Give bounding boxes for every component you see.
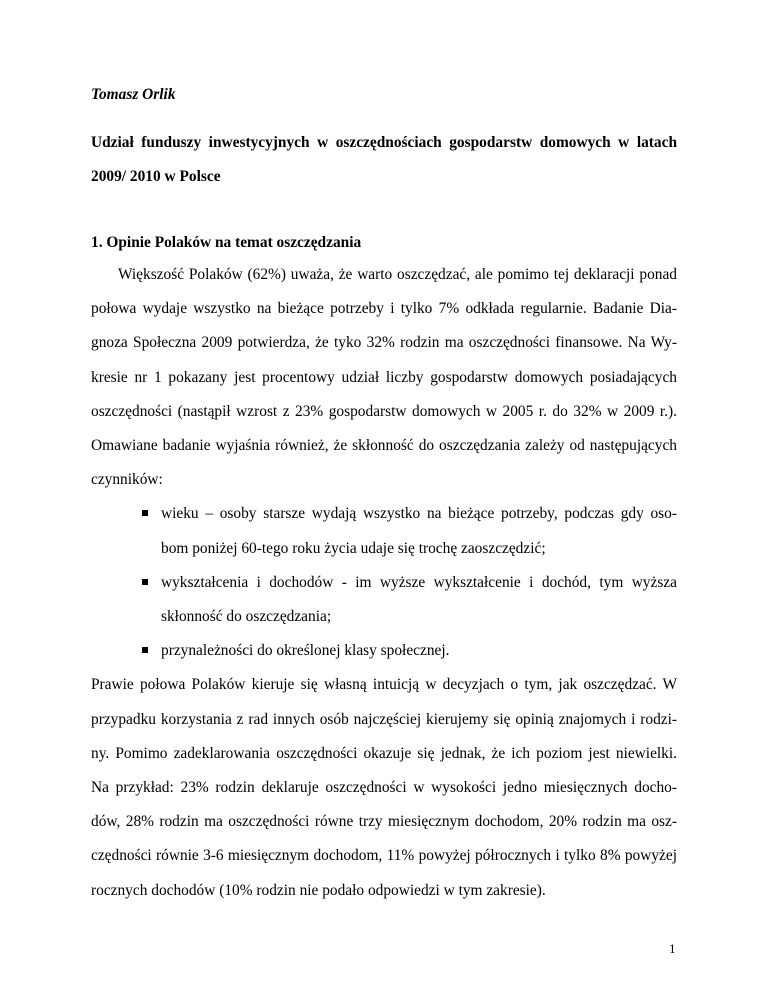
paragraph-line: gnoza Społeczna 2009 potwierdza, że tyko 32% rodzin ma oszczędności finansowe. Na Wy- xyxy=(91,334,677,352)
square-bullet-icon xyxy=(142,647,148,653)
page-number: 1 xyxy=(669,941,676,956)
paragraph-line: rocznych dochodów (10% rodzin nie podało odpowiedzi w tym zakresie). xyxy=(91,881,546,899)
list-item-line: wieku – osoby starsze wydają wszystko na bieżące potrzeby, podczas gdy oso- xyxy=(161,505,677,523)
author-name: Tomasz Orlik xyxy=(91,86,176,103)
paragraph-line: czynników: xyxy=(91,471,163,489)
paragraph-line: Prawie połowa Polaków kieruje się własną intuicją w decyzjach o tym, jak oszczędzać. W xyxy=(91,676,677,694)
section-heading: 1. Opinie Polaków na temat oszczędzania xyxy=(91,234,362,251)
paragraph-1 xyxy=(91,258,677,497)
factor-list xyxy=(91,497,677,668)
list-item xyxy=(91,497,677,565)
square-bullet-icon xyxy=(142,579,148,585)
paragraph-line: kresie nr 1 pokazany jest procentowy udział liczby gospodarstw domowych posiadających xyxy=(91,368,677,386)
paragraph-2 xyxy=(91,668,677,907)
paragraph-line: przypadku korzystania z rad innych osób najczęściej kierujemy się opinią znajomych i rodzi- xyxy=(91,710,677,728)
list-item-line: bom poniżej 60-tego roku życia udaje się trochę zaoszczędzić; xyxy=(161,539,546,557)
paragraph-line: ny. Pomimo zadeklarowania oszczędności okazuje się jednak, że ich poziom jest niewielki. xyxy=(91,744,677,762)
document-body xyxy=(91,258,677,908)
list-item xyxy=(91,634,677,668)
document-title: Udział funduszy inwestycyjnych w oszczędnościach gospodarstw domowych w latach 2009/ 2010 w Polsce xyxy=(91,134,677,185)
list-item-line: skłonność do oszczędzania; xyxy=(161,608,332,626)
paragraph-line: oszczędności (nastąpił wzrost z 23% gospodarstw domowych w 2005 r. do 32% w 2009 r.). xyxy=(91,402,677,420)
paragraph-line: czędności równie 3-6 miesięcznym dochodom, 11% powyżej półrocznych i tylko 8% powyżej xyxy=(91,847,677,865)
paragraph-line: dów, 28% rodzin ma oszczędności równe trzy miesięcznym dochodom, 20% rodzin ma osz- xyxy=(91,813,677,831)
paragraph-line: Większość Polaków (62%) uważa, że warto oszczędzać, ale pomimo tej deklaracji ponad xyxy=(118,266,677,283)
list-item-line: wykształcenia i dochodów - im wyższe wykształcenie i dochód, tym wyższa xyxy=(161,573,677,591)
paragraph-line: Na przykład: 23% rodzin deklaruje oszczędności w wysokości jedno miesięcznych docho- xyxy=(91,779,677,797)
paragraph-line: połowa wydaje wszystko na bieżące potrzeby i tylko 7% odkłada regularnie. Badanie Dia- xyxy=(91,300,677,318)
list-item xyxy=(91,566,677,634)
paragraph-line: Omawiane badanie wyjaśnia również, że skłonność do oszczędzania zależy od następujących xyxy=(91,437,677,455)
list-item-line: przynależności do określonej klasy społecznej. xyxy=(161,642,450,660)
square-bullet-icon xyxy=(142,510,148,516)
